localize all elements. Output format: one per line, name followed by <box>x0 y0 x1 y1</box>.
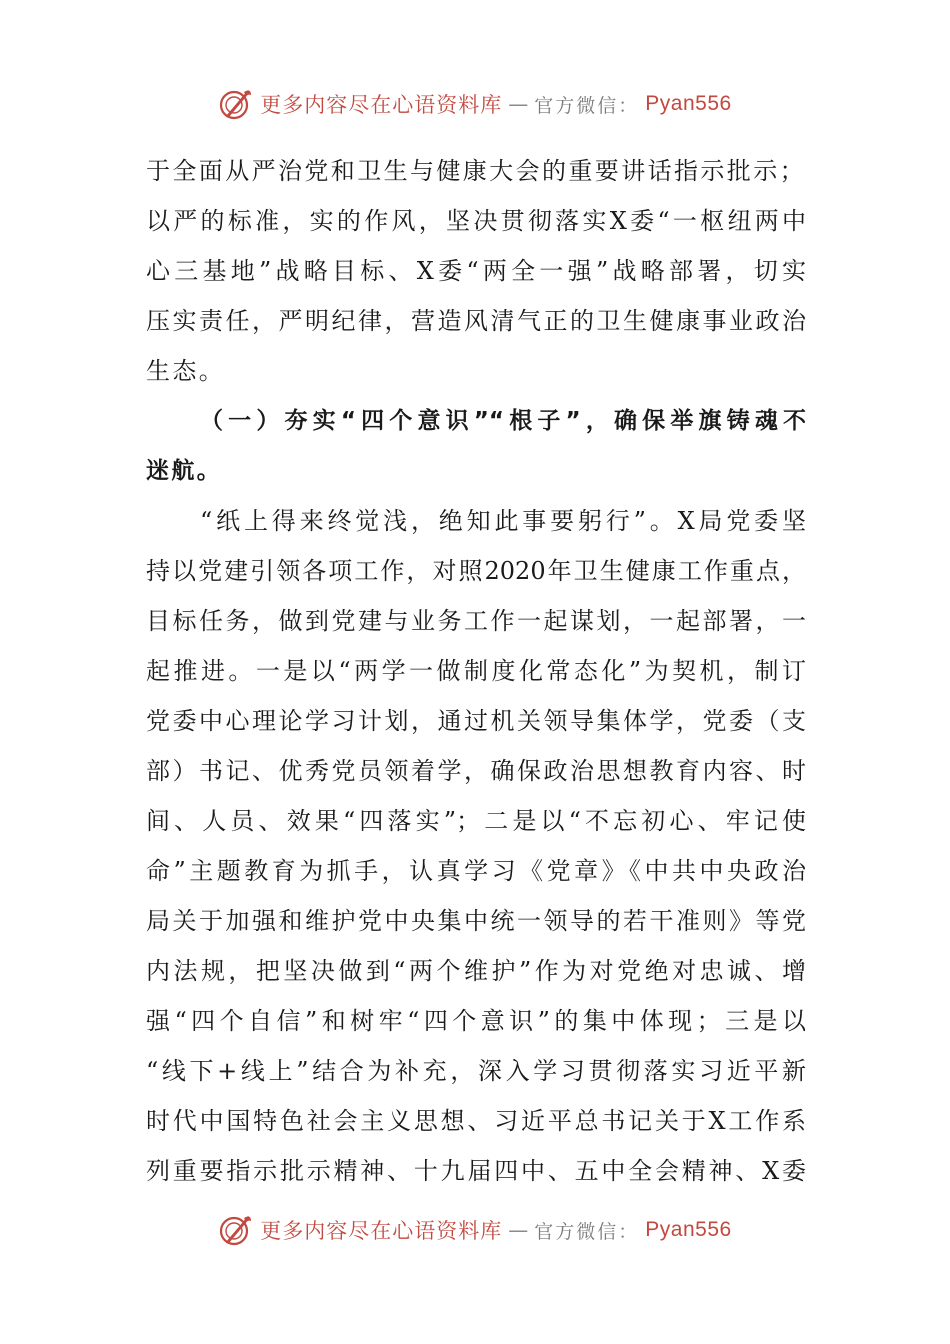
text-line: 列重要指示批示精神、十九届四中、五中全会精神、X委 <box>146 1157 806 1185</box>
text-line: 起推进。一是以“两学一做制度化常态化”为契机，制订 <box>146 657 806 685</box>
footer-watermark <box>0 1210 950 1250</box>
document-body <box>146 146 806 1196</box>
quill-seal-icon <box>218 86 254 122</box>
text-line: 时代中国特色社会主义思想、习近平总书记关于X工作系 <box>146 1107 806 1135</box>
text-line: 持以党建引领各项工作，对照2020年卫生健康工作重点， <box>146 557 806 585</box>
watermark-official-label: 官方微信： <box>534 1220 640 1243</box>
text-line: 部）书记、优秀党员领着学，确保政治思想教育内容、时 <box>146 757 806 785</box>
watermark-wechat-id: Pyan556 <box>645 1218 732 1241</box>
text-line: 内法规，把坚决做到“两个维护”作为对党绝对忠诚、增 <box>146 957 806 985</box>
section-heading-cont: 迷航。 <box>146 458 223 484</box>
text-line: 命”主题教育为抓手，认真学习《党章》《中共中央政治 <box>146 857 806 885</box>
text-line: 生态。 <box>146 357 226 385</box>
watermark-wechat-id: Pyan556 <box>645 92 732 115</box>
text-line: 心三基地”战略目标、X委“两全一强”战略部署，切实 <box>146 257 806 285</box>
text-line: 强“四个自信”和树牢“四个意识”的集中体现；三是以 <box>146 1007 806 1035</box>
text-line: 间、人员、效果“四落实”；二是以“不忘初心、牢记使 <box>146 807 806 835</box>
text-line: 党委中心理论学习计划，通过机关领导集体学，党委（支 <box>146 707 806 735</box>
text-line: 目标任务，做到党建与业务工作一起谋划，一起部署，一 <box>146 607 806 635</box>
text-line: “线下+线上”结合为补充，深入学习贯彻落实习近平新 <box>146 1057 806 1085</box>
watermark-official-label: 官方微信： <box>534 94 640 117</box>
header-watermark <box>0 84 950 124</box>
text-line: 于全面从严治党和卫生与健康大会的重要讲话指示批示； <box>146 157 806 185</box>
text-line: 局关于加强和维护党中央集中统一领导的若干准则》等党 <box>146 907 806 935</box>
text-line: 以严的标准，实的作风，坚决贯彻落实X委“一枢纽两中 <box>146 207 806 235</box>
section-heading: （一）夯实“四个意识”“根子”，确保举旗铸魂不 <box>200 408 806 434</box>
watermark-dash: — <box>508 92 529 116</box>
watermark-brand: 更多内容尽在心语资料库 <box>260 1219 503 1243</box>
quill-seal-icon <box>218 1212 254 1248</box>
watermark-brand: 更多内容尽在心语资料库 <box>260 93 503 117</box>
text-line: “纸上得来终觉浅，绝知此事要躬行”。X局党委坚 <box>200 507 806 535</box>
text-line: 压实责任，严明纪律，营造风清气正的卫生健康事业政治 <box>146 307 806 335</box>
watermark-dash: — <box>508 1218 529 1242</box>
